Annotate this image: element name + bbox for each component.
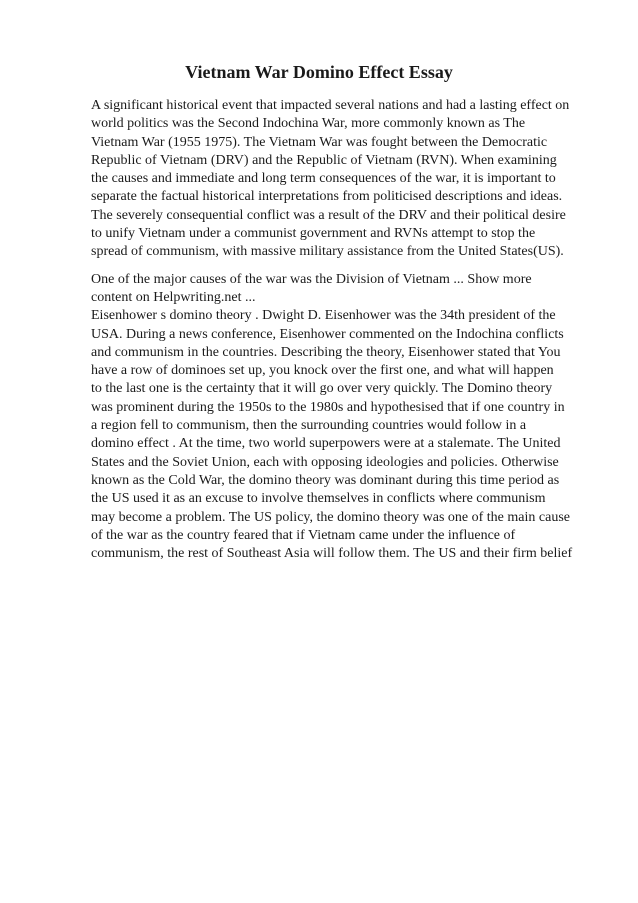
text-line: was prominent during the 1950s to the 1980s and hypothesised that if one country in xyxy=(91,399,565,415)
text-line: a region fell to communism, then the surrounding countries would follow in a xyxy=(91,418,527,434)
paragraph-2 xyxy=(91,271,601,564)
text-line: A significant historical event that impacted several nations and had a lasting effect on xyxy=(91,98,570,113)
text-line: to the last one is the certainty that it will go over very quickly. The Domino theory xyxy=(91,381,553,397)
text-line: The severely consequential conflict was a result of the DRV and their political desire xyxy=(91,207,566,223)
text-line: have a row of dominoes set up, you knock over the first one, and what will happen xyxy=(91,363,554,379)
document-title: Vietnam War Domino Effect Essay xyxy=(185,62,453,82)
text-line: the causes and immediate and long term consequences of the war, it is important to xyxy=(91,171,556,187)
text-line: Republic of Vietnam (DRV) and the Republic of Vietnam (RVN). When examining xyxy=(91,152,557,168)
text-line: Eisenhower s domino theory . Dwight D. Eisenhower was the 34th president of the xyxy=(91,308,556,324)
text-line: world politics was the Second Indochina War, more commonly known as The xyxy=(91,116,526,132)
text-line: domino effect . At the time, two world superpowers were at a stalemate. The United xyxy=(91,436,561,452)
text-line: One of the major causes of the war was the Division of Vietnam ... Show more xyxy=(91,271,532,287)
text-line: spread of communism, with massive military assistance from the United States(US). xyxy=(91,244,564,260)
text-line: to unify Vietnam under a communist government and RVNs attempt to stop the xyxy=(91,226,536,242)
text-line: the US used it as an excuse to involve themselves in conflicts where communism xyxy=(91,491,546,507)
text-line: States and the Soviet Union, each with opposing ideologies and policies. Otherwise xyxy=(91,454,559,470)
paragraph-gap xyxy=(91,262,601,271)
text-line: and communism in the countries. Describing the theory, Eisenhower stated that You xyxy=(91,344,561,360)
text-line: of the war as the country feared that if Vietnam came under the influence of xyxy=(91,527,516,543)
text-line: separate the factual historical interpretations from politicised descriptions and ideas. xyxy=(91,189,563,205)
text-line: USA. During a news conference, Eisenhower commented on the Indochina conflicts xyxy=(91,326,564,342)
paragraph-1 xyxy=(91,97,601,262)
document-body xyxy=(91,97,601,563)
text-line: communism, the rest of Southeast Asia will follow them. The US and their firm belief xyxy=(91,546,573,562)
text-line: content on Helpwriting.net ... xyxy=(91,289,256,305)
text-line: may become a problem. The US policy, the domino theory was one of the main cause xyxy=(91,509,570,525)
text-line: Vietnam War (1955 1975). The Vietnam War was fought between the Democratic xyxy=(91,134,548,150)
text-line: known as the Cold War, the domino theory was dominant during this time period as xyxy=(91,472,560,488)
